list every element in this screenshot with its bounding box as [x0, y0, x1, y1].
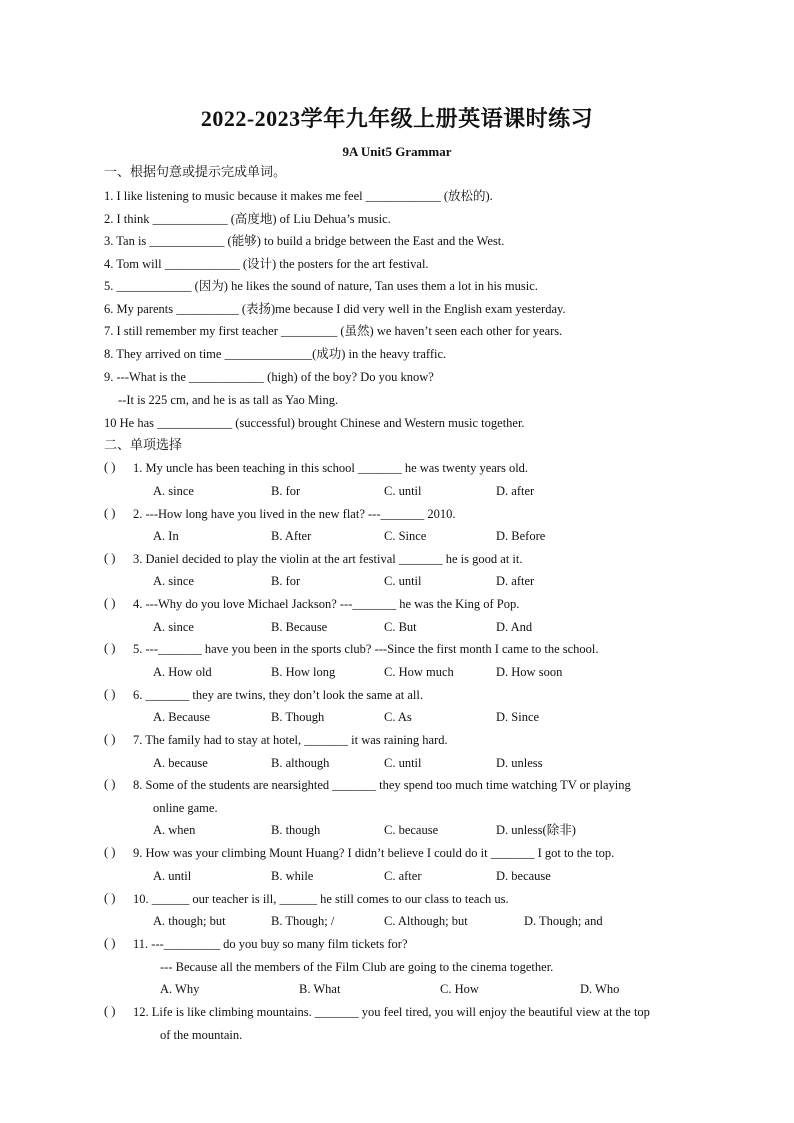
option-d: D. Before	[496, 529, 546, 543]
option-b: B. What	[299, 982, 341, 996]
question-stem-continuation: of the mountain.	[160, 1028, 243, 1042]
question-stem: 9. How was your climbing Mount Huang? I didn’t believe I could do it _______ I got to the top.	[133, 846, 615, 860]
answer-blank: ( )	[104, 596, 116, 610]
answer-blank: ( )	[104, 732, 116, 746]
fill-item: 1. I like listening to music because it makes me feel ____________ (放松的).	[104, 189, 493, 203]
option-d: D. Since	[496, 710, 540, 724]
fill-item: 3. Tan is ____________ (能够) to build a bridge between the East and the West.	[104, 234, 505, 248]
fill-item: 7. I still remember my first teacher _________ (虽然) we haven’t seen each other for years.	[104, 324, 563, 338]
fill-item: 9. ---What is the ____________ (high) of the boy? Do you know?	[104, 370, 434, 384]
option-d: D. Though; and	[524, 914, 603, 928]
fill-item: 2. I think ____________ (高度地) of Liu Dehua’s music.	[104, 212, 391, 226]
section-heading: 二、单项选择	[104, 437, 183, 452]
question-stem: 12. Life is like climbing mountains. _______ you feel tired, you will enjoy the beautiful view at the top	[133, 1005, 650, 1019]
question-stem: 8. Some of the students are nearsighted _______ they spend too much time watching TV or playing	[133, 778, 631, 792]
option-c: C. Since	[384, 529, 427, 543]
option-c: C. until	[384, 484, 422, 498]
option-a: A. when	[153, 823, 196, 837]
option-d: D. after	[496, 484, 535, 498]
question-stem: 3. Daniel decided to play the violin at the art festival _______ he is good at it.	[133, 552, 523, 566]
option-d: D. And	[496, 620, 533, 634]
option-a: A. In	[153, 529, 179, 543]
option-a: A. How old	[153, 665, 212, 679]
question-stem: 10. ______ our teacher is ill, ______ he still comes to our class to teach us.	[133, 892, 509, 906]
option-a: A. until	[153, 869, 192, 883]
option-c: C. because	[384, 823, 439, 837]
answer-blank: ( )	[104, 551, 116, 565]
question-stem-continuation: online game.	[153, 801, 218, 815]
option-d: D. because	[496, 869, 551, 883]
answer-blank: ( )	[104, 777, 116, 791]
question-stem: 1. My uncle has been teaching in this school _______ he was twenty years old.	[133, 461, 529, 475]
answer-blank: ( )	[104, 845, 116, 859]
option-a: A. Why	[160, 982, 200, 996]
option-a: A. since	[153, 484, 194, 498]
answer-blank: ( )	[104, 891, 116, 905]
option-b: B. while	[271, 869, 314, 883]
fill-item: 4. Tom will ____________ (设计) the posters for the art festival.	[104, 257, 429, 271]
answer-blank: ( )	[104, 460, 116, 474]
option-c: C. How much	[384, 665, 454, 679]
option-b: B. though	[271, 823, 321, 837]
option-d: D. Who	[580, 982, 620, 996]
section-heading: 一、根据句意或提示完成单词。	[104, 164, 287, 179]
option-a: A. because	[153, 756, 208, 770]
page-title: 2022-2023学年九年级上册英语课时练习	[200, 106, 594, 131]
option-b: B. although	[271, 756, 330, 770]
option-c: C. Although; but	[384, 914, 468, 928]
option-b: B. Though; /	[271, 914, 335, 928]
fill-item: 6. My parents __________ (表扬)me because I did very well in the English exam yesterday.	[104, 302, 566, 316]
fill-item-continuation: --It is 225 cm, and he is as tall as Yao Ming.	[118, 393, 339, 407]
option-d: D. How soon	[496, 665, 563, 679]
option-a: A. though; but	[153, 914, 226, 928]
option-d: D. unless	[496, 756, 543, 770]
option-c: C. until	[384, 574, 422, 588]
option-a: A. since	[153, 620, 194, 634]
answer-blank: ( )	[104, 1004, 116, 1018]
fill-item: 5. ____________ (因为) he likes the sound of nature, Tan uses them a lot in his music.	[104, 279, 538, 293]
option-c: C. until	[384, 756, 422, 770]
option-b: B. for	[271, 484, 301, 498]
option-b: B. Because	[271, 620, 328, 634]
option-c: C. after	[384, 869, 422, 883]
answer-blank: ( )	[104, 641, 116, 655]
question-stem: 11. ---_________ do you buy so many film tickets for?	[133, 937, 408, 951]
option-b: B. Though	[271, 710, 325, 724]
option-a: A. since	[153, 574, 194, 588]
option-a: A. Because	[153, 710, 210, 724]
question-stem: 5. ---_______ have you been in the sports club? ---Since the first month I came to the school.	[133, 642, 599, 656]
question-stem: 2. ---How long have you lived in the new flat? ---_______ 2010.	[133, 507, 456, 521]
answer-blank: ( )	[104, 506, 116, 520]
option-b: B. After	[271, 529, 312, 543]
question-stem: 7. The family had to stay at hotel, _______ it was raining hard.	[133, 733, 448, 747]
question-stem: 6. _______ they are twins, they don’t look the same at all.	[133, 688, 423, 702]
question-stem: 4. ---Why do you love Michael Jackson? ---_______ he was the King of Pop.	[133, 597, 520, 611]
question-stem-continuation: --- Because all the members of the Film Club are going to the cinema together.	[160, 960, 554, 974]
option-b: B. for	[271, 574, 301, 588]
answer-blank: ( )	[104, 936, 116, 950]
option-d: D. unless(除非)	[496, 823, 576, 837]
option-c: C. But	[384, 620, 417, 634]
option-c: C. How	[440, 982, 479, 996]
fill-item: 10 He has ____________ (successful) brought Chinese and Western music together.	[104, 416, 525, 430]
option-c: C. As	[384, 710, 412, 724]
option-d: D. after	[496, 574, 535, 588]
answer-blank: ( )	[104, 687, 116, 701]
fill-item: 8. They arrived on time ______________(成功) in the heavy traffic.	[104, 347, 447, 361]
option-b: B. How long	[271, 665, 336, 679]
page-subtitle: 9A Unit5 Grammar	[342, 144, 452, 159]
